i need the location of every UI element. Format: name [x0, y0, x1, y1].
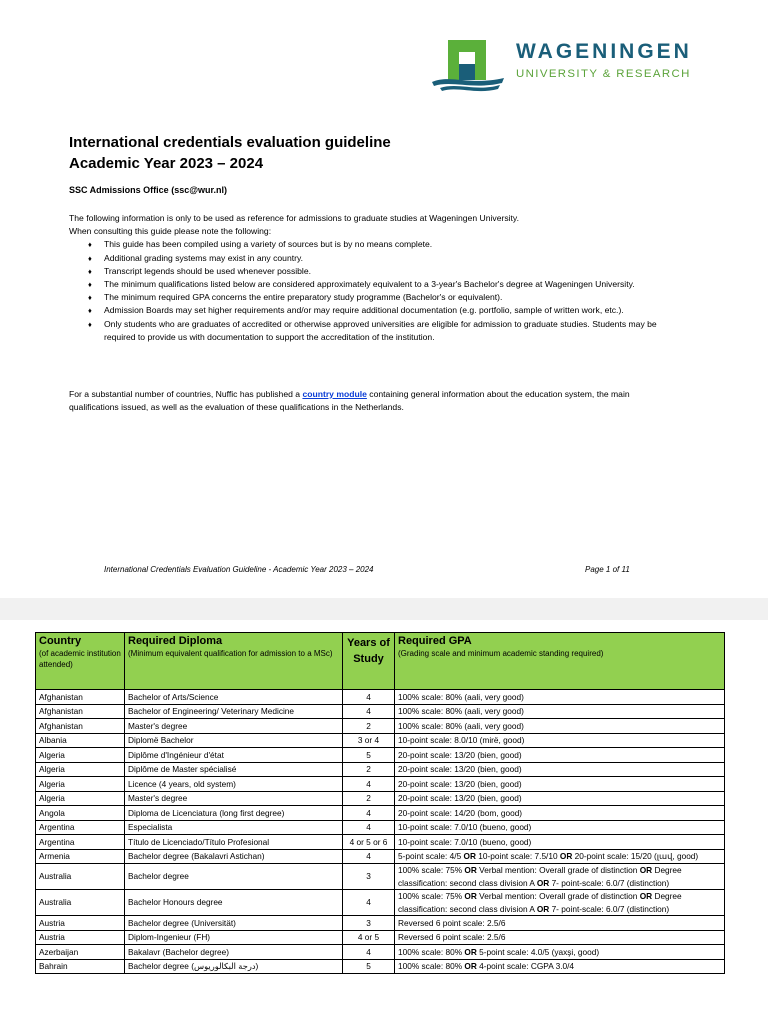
header-country [36, 633, 125, 690]
cell-gpa [395, 945, 725, 960]
cell-gpa: 20-point scale: 13/20 (bien, good) [395, 748, 725, 763]
cell-country: Austria [36, 930, 125, 945]
cell-years: 5 [343, 748, 395, 763]
cell-country: Argentina [36, 820, 125, 835]
module-text [69, 388, 669, 414]
note-item: ♦ The minimum required GPA concerns the entire preparatory study programme (Bachelor's or equivalent). [104, 291, 669, 304]
note-item: ♦ Transcript legends should be used whenever possible. [104, 265, 669, 278]
title-line-1: International credentials evaluation guideline [69, 134, 391, 151]
cell-diploma: Especialista [125, 820, 343, 835]
cell-gpa: 100% scale: 80% (aali, very good) [395, 719, 725, 734]
header-gpa [395, 633, 725, 690]
table-row [36, 690, 725, 705]
country-module-paragraph [69, 388, 669, 414]
cell-years: 4 [343, 777, 395, 792]
cell-years: 3 or 4 [343, 733, 395, 748]
country-module-link[interactable]: country module [302, 389, 367, 399]
cell-years: 4 or 5 [343, 930, 395, 945]
gpa-part: 5-point scale: 4.0/5 (yaxşi, good) [476, 946, 600, 957]
table-row [36, 806, 725, 821]
table-row [36, 849, 725, 864]
wageningen-emblem-icon [430, 38, 510, 98]
cell-gpa: 10-point scale: 8.0/10 (mirë, good) [395, 733, 725, 748]
cell-gpa: 10-point scale: 7.0/10 (bueno, good) [395, 835, 725, 850]
gpa-part: 4-point scale: CGPA 3.0/4 [476, 961, 575, 971]
cell-country: Algeria [36, 791, 125, 806]
cell-diploma: Bachelor degree (Universität) [125, 916, 343, 931]
note-item: ♦ This guide has been compiled using a variety of sources but is by no means complete. [104, 238, 669, 251]
cell-years: 3 [343, 864, 395, 890]
gpa-part: 7- point-scale: 6.0/7 (distinction) [549, 903, 670, 914]
table-row [36, 791, 725, 806]
cell-gpa: 20-point scale: 14/20 (bom, good) [395, 806, 725, 821]
cell-diploma: Bachelor degree (درجة البكالوريوس) [125, 959, 343, 974]
office-contact: SSC Admissions Office (ssc@wur.nl) [69, 185, 227, 195]
cell-country: Azerbaijan [36, 945, 125, 960]
or-connector: OR [464, 946, 477, 957]
gpa-part: 7- point-scale: 6.0/7 (distinction) [549, 877, 670, 888]
or-connector: OR [639, 865, 653, 875]
cell-diploma: Bachelor of Engineering/ Veterinary Medicine [125, 704, 343, 719]
intro-line-2: When consulting this guide please note the following: [69, 226, 272, 237]
cell-years: 4 [343, 849, 395, 864]
table-row [36, 959, 725, 974]
gpa-part: 100% scale: 75% [398, 865, 465, 875]
cell-gpa [395, 890, 725, 916]
gpa-part: 20-point scale: 15/20 (լավ, good) [572, 851, 699, 861]
gpa-part: 100% scale: 75% [398, 891, 465, 901]
cell-gpa: 10-point scale: 7.0/10 (bueno, good) [395, 820, 725, 835]
cell-gpa: 20-point scale: 13/20 (bien, good) [395, 777, 725, 792]
note-item: ♦ Only students who are graduates of accredited or otherwise approved universities are eligible for admission to graduate studies. Students may be required to provide us with documentation to support the accreditation of the institution. [104, 318, 669, 344]
table-row [36, 719, 725, 734]
table-header-row [36, 633, 725, 690]
title-line-2: Academic Year 2023 – 2024 [69, 155, 264, 172]
cell-country: Armenia [36, 849, 125, 864]
gpa-part: 10-point scale: 7.5/10 [475, 851, 560, 861]
cell-years: 4 [343, 945, 395, 960]
gpa-part: 100% scale: 80% [398, 961, 465, 971]
cell-years: 4 [343, 890, 395, 916]
page-separator [0, 598, 768, 620]
cell-country: Austria [36, 916, 125, 931]
cell-country: Algeria [36, 762, 125, 777]
cell-country: Bahrain [36, 959, 125, 974]
gpa-part: Verbal mention: Overall grade of distinction [476, 865, 640, 875]
gpa-part: Degree classification: second class division A [398, 865, 682, 888]
cell-gpa [395, 864, 725, 890]
cell-gpa: Reversed 6 point scale: 2.5/6 [395, 930, 725, 945]
cell-gpa [395, 849, 725, 864]
cell-country: Afghanistan [36, 690, 125, 705]
gpa-part: Verbal mention: Overall grade of distinction [476, 891, 640, 901]
table-row [36, 945, 725, 960]
or-connector: OR [536, 903, 550, 914]
or-connector: OR [464, 891, 477, 901]
cell-years: 2 [343, 791, 395, 806]
gpa-part: 5-point scale: 4/5 [398, 851, 464, 861]
cell-years: 4 [343, 820, 395, 835]
table-row [36, 777, 725, 792]
cell-diploma: Diploma de Licenciatura (long first degree) [125, 806, 343, 821]
cell-diploma: Bachelor degree (Bakalavri Astichan) [125, 849, 343, 864]
header-country-sub: (of academic institution attended) [39, 649, 121, 669]
cell-gpa: 100% scale: 80% (aali, very good) [395, 690, 725, 705]
cell-gpa: 20-point scale: 13/20 (bien, good) [395, 762, 725, 777]
table-row [36, 748, 725, 763]
notes-list [69, 238, 669, 344]
header-diploma-sub: (Minimum equivalent qualification for admission to a MSc) [128, 649, 333, 658]
header-country-label: Country [39, 635, 82, 647]
cell-gpa: 100% scale: 80% (aali, very good) [395, 704, 725, 719]
intro-line-1: The following information is only to be used as reference for admissions to graduate studies at Wageningen University. [69, 213, 519, 223]
table-row [36, 820, 725, 835]
table-row [36, 864, 725, 890]
header-years [343, 633, 395, 690]
or-connector: OR [464, 961, 477, 971]
cell-country: Angola [36, 806, 125, 821]
or-connector: OR [559, 851, 573, 861]
cell-years: 4 [343, 690, 395, 705]
cell-diploma: Bachelor Honours degree [125, 890, 343, 916]
table-row [36, 916, 725, 931]
cell-diploma: Diplôme d'Ingénieur d'état [125, 748, 343, 763]
header-gpa-sub: (Grading scale and minimum academic standing required) [398, 649, 604, 658]
header-gpa-label: Required GPA [398, 635, 472, 647]
cell-country: Afghanistan [36, 719, 125, 734]
table-row [36, 930, 725, 945]
or-connector: OR [463, 851, 476, 861]
note-item: ♦ Admission Boards may set higher requirements and/or may require additional documentation (e.g. portfolio, sample of written work, etc.). [104, 304, 669, 317]
gpa-part: 100% scale: 80% [398, 946, 465, 957]
cell-years: 2 [343, 719, 395, 734]
table-row [36, 733, 725, 748]
page-number: Page 1 of 11 [585, 565, 630, 574]
module-text-before: For a substantial number of countries, Nuffic has published a [69, 389, 303, 399]
note-item: ♦ Additional grading systems may exist in any country. [104, 252, 669, 265]
table-row [36, 835, 725, 850]
cell-diploma: Bachelor of Arts/Science [125, 690, 343, 705]
cell-years: 4 or 5 or 6 [343, 835, 395, 850]
logo-wordmark: WAGENINGEN [516, 40, 692, 63]
table-row [36, 704, 725, 719]
logo-subtitle: UNIVERSITY & RESEARCH [516, 68, 691, 80]
or-connector: OR [536, 877, 550, 888]
cell-diploma: Master's degree [125, 719, 343, 734]
cell-diploma: Licence (4 years, old system) [125, 777, 343, 792]
cell-years: 2 [343, 762, 395, 777]
wur-logo [430, 38, 730, 98]
cell-years: 3 [343, 916, 395, 931]
table-row [36, 762, 725, 777]
cell-gpa [395, 959, 725, 974]
credentials-table [35, 632, 725, 974]
footer-title: International Credentials Evaluation Guideline - Academic Year 2023 – 2024 [104, 565, 374, 574]
cell-country: Australia [36, 864, 125, 890]
cell-diploma: Diplom-Ingenieur (FH) [125, 930, 343, 945]
header-diploma-label: Required Diploma [128, 635, 223, 647]
cell-years: 4 [343, 704, 395, 719]
cell-country: Argentina [36, 835, 125, 850]
note-item: ♦ The minimum qualifications listed below are considered approximately equivalent to a 3-year's Bachelor's degree at Wageningen University. [104, 278, 669, 291]
or-connector: OR [639, 891, 653, 901]
cell-country: Algeria [36, 777, 125, 792]
or-connector: OR [464, 865, 477, 875]
cell-diploma: Bakalavr (Bachelor degree) [125, 945, 343, 960]
cell-gpa: Reversed 6 point scale: 2.5/6 [395, 916, 725, 931]
cell-diploma: Bachelor degree [125, 864, 343, 890]
gpa-part: Degree classification: second class division A [398, 891, 682, 914]
intro-section [69, 212, 669, 344]
cell-country: Afghanistan [36, 704, 125, 719]
cell-country: Algeria [36, 748, 125, 763]
table-row [36, 890, 725, 916]
header-diploma [125, 633, 343, 690]
cell-country: Albania [36, 733, 125, 748]
cell-diploma: Master's degree [125, 791, 343, 806]
cell-diploma: Diplomë Bachelor [125, 733, 343, 748]
module-text-after: containing general information about the education system, the main qualifications issued, as well as the evaluation of these qualifications in the Netherlands. [69, 389, 630, 413]
cell-years: 4 [343, 806, 395, 821]
cell-country: Australia [36, 890, 125, 916]
header-years-label: Years of Study [347, 637, 390, 665]
document-title [69, 132, 391, 174]
cell-diploma: Diplôme de Master spécialisé [125, 762, 343, 777]
cell-diploma: Título de Licenciado/Título Profesional [125, 835, 343, 850]
cell-gpa: 20-point scale: 13/20 (bien, good) [395, 791, 725, 806]
cell-years: 5 [343, 959, 395, 974]
